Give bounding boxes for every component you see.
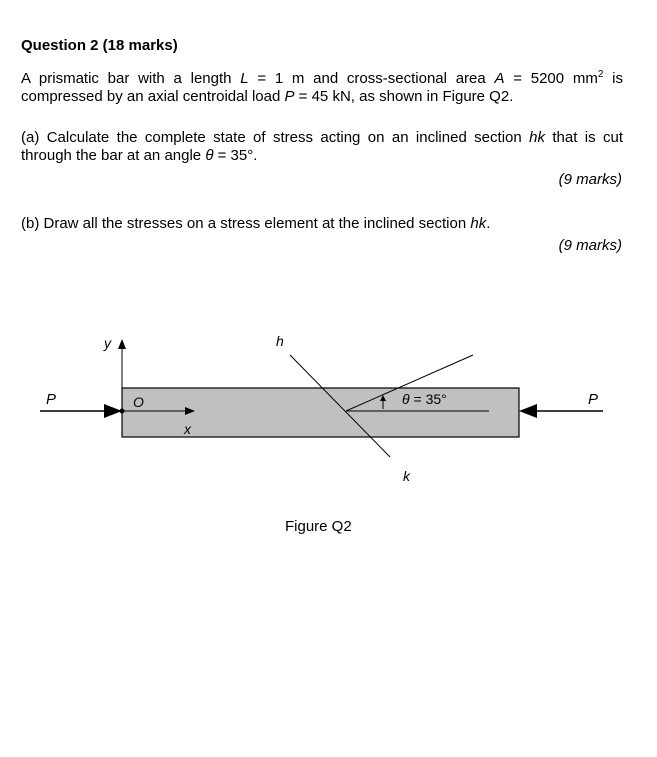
part-b-text [21, 215, 623, 233]
part-a-line-1: (a) Calculate the complete state of stress acting on an inclined section hk that is cut [21, 129, 623, 146]
y-axis-arrow-icon [118, 339, 126, 349]
prismatic-bar [122, 388, 519, 437]
part-b-marks: (9 marks) [558, 237, 622, 254]
part-a-line-2: through the bar at an angle θ = 35°. [21, 147, 258, 164]
section-k-label: k [403, 468, 410, 484]
origin-label: O [133, 394, 144, 410]
x-axis-label: x [184, 421, 191, 437]
part-b-line-1: (b) Draw all the stresses on a stress element at the inclined section hk. [21, 215, 491, 232]
right-load-label: P [588, 391, 599, 408]
figure-caption: Figure Q2 [285, 518, 352, 535]
part-a-marks: (9 marks) [558, 171, 622, 188]
left-load-label: P [46, 391, 57, 408]
left-load-arrow-head [104, 404, 122, 418]
angle-label: θ = 35° [402, 391, 447, 407]
part-a-text [21, 129, 623, 165]
figure-q2 [0, 320, 657, 550]
intro-line-2: compressed by an axial centroidal load P = 45 kN, as shown in Figure Q2. [21, 88, 514, 105]
intro-line-1: A prismatic bar with a length L = 1 m and cross-sectional area A = 5200 $mm^2$ is [21, 69, 623, 87]
origin-point [120, 409, 125, 414]
y-axis-label: y [104, 335, 111, 351]
question-title: Question 2 (18 marks) [21, 37, 178, 54]
section-h-label: h [276, 333, 284, 349]
question-intro [21, 66, 623, 106]
right-load-arrow-head [519, 404, 537, 418]
